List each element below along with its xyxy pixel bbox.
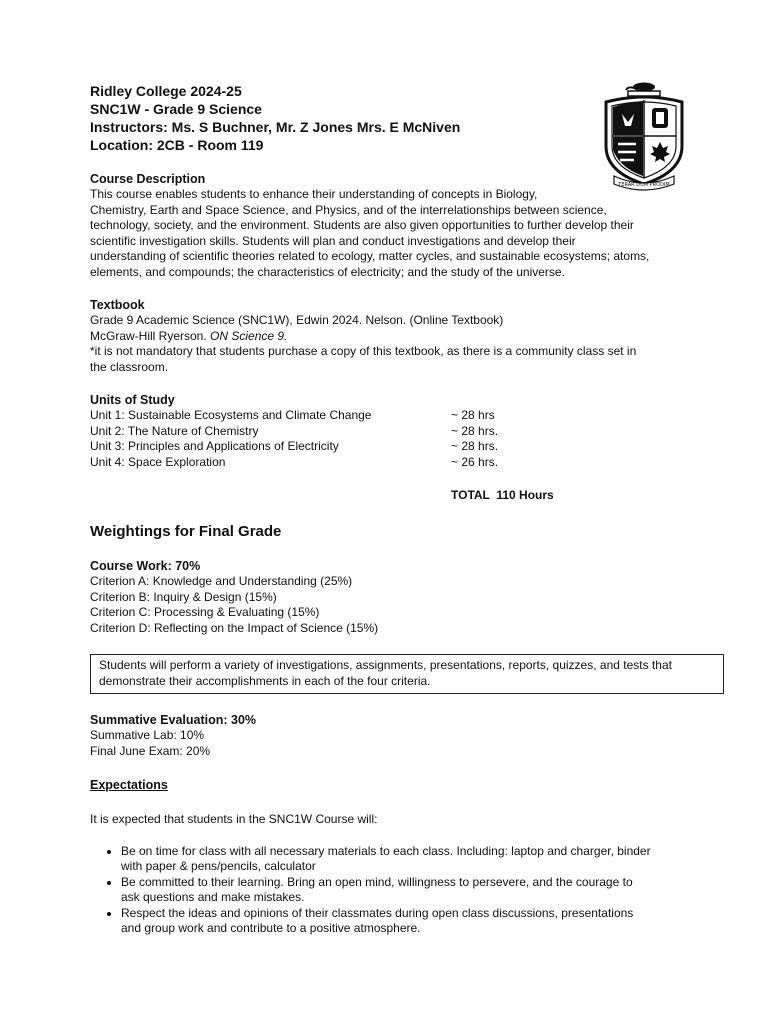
- textbook-line: [90, 329, 730, 345]
- units-section: [90, 392, 730, 502]
- expectation-line: • Respect the ideas and opinions of their classmates during open class discussions, presentations: [121, 905, 634, 920]
- course-description-line: technology, society, and the environment. Students are also given opportunities to further develop their: [90, 218, 634, 232]
- expectation-item: [121, 844, 730, 875]
- course-description-section: [90, 171, 730, 280]
- expectations-list: [90, 844, 730, 937]
- expectation-item: [121, 906, 730, 937]
- criterion-item: Criterion D: Reflecting on the Impact of Science (15%): [90, 620, 379, 635]
- expectation-line: ask questions and make mistakes.: [121, 890, 305, 904]
- course-work-title: Course Work: 70%: [90, 559, 201, 573]
- unit-hours: ~ 28 hrs.: [451, 439, 499, 453]
- unit-hours: ~ 26 hrs.: [451, 454, 499, 469]
- weightings-title: Weightings for Final Grade: [90, 523, 282, 540]
- unit-hours: ~ 28 hrs: [451, 408, 495, 422]
- criterion-item: Criterion C: Processing & Evaluating (15%): [90, 605, 320, 619]
- course-description-line: elements, and compounds; the characteristics of electricity; and the study of the universe.: [90, 264, 565, 279]
- instructors: Instructors: Ms. S Buchner, Mr. Z Jones Mrs. E McNiven: [90, 119, 461, 135]
- expectation-item: [121, 875, 730, 906]
- expectation-line: and group work and contribute to a positive atmosphere.: [121, 921, 421, 935]
- textbook-section: [90, 297, 730, 375]
- unit-name: Unit 1: Sustainable Ecosystems and Climate Change: [90, 408, 372, 422]
- unit-row: [90, 455, 730, 471]
- textbook-line: Grade 9 Academic Science (SNC1W), Edwin 2024. Nelson. (Online Textbook): [90, 313, 504, 327]
- unit-name: Unit 4: Space Exploration: [90, 454, 226, 469]
- unit-row: [90, 408, 730, 424]
- weightings-section: [90, 522, 730, 759]
- course-description-text: [90, 187, 730, 280]
- course-code-title: SNC1W - Grade 9 Science: [90, 101, 262, 117]
- crest-motto: TERAR DUM PRODIM: [618, 182, 670, 188]
- school-year: Ridley College 2024-25: [90, 83, 242, 99]
- expectations-title: Expectations: [90, 778, 168, 792]
- units-title: Units of Study: [90, 393, 175, 407]
- expectations-section: [90, 777, 730, 937]
- textbook-title: Textbook: [90, 298, 145, 312]
- unit-name: Unit 2: The Nature of Chemistry: [90, 423, 259, 438]
- textbook-line: the classroom.: [90, 359, 169, 374]
- textbook-publisher: McGraw-Hill Ryerson.: [90, 328, 211, 343]
- expectation-line: • Be committed to their learning. Bring an open mind, willingness to persevere, and the courage to: [121, 874, 633, 889]
- course-description-title: Course Description: [90, 172, 206, 186]
- expectation-line: • Be on time for class with all necessary materials to each class. Including: laptop and charger, binder: [121, 843, 651, 858]
- textbook-line: *it is not mandatory that students purchase a copy of this textbook, as there is a community class set in: [90, 344, 637, 358]
- criterion-item: Criterion B: Inquiry & Design (15%): [90, 589, 277, 604]
- unit-name: Unit 3: Principles and Applications of Electricity: [90, 439, 339, 453]
- summative-title: Summative Evaluation: 30%: [90, 713, 257, 727]
- header: [90, 82, 730, 154]
- unit-row: [90, 424, 730, 440]
- course-description-line: Chemistry, Earth and Space Science, and Physics, and of the interrelationships between science,: [90, 202, 607, 217]
- criteria-note-line: demonstrate their accomplishments in each of the four criteria.: [99, 673, 431, 688]
- unit-hours: ~ 28 hrs.: [451, 423, 499, 438]
- units-total: TOTAL 110 Hours: [451, 488, 554, 502]
- criterion-item: Criterion A: Knowledge and Understanding (25%): [90, 574, 353, 588]
- summative-item: Summative Lab: 10%: [90, 728, 205, 742]
- course-description-line: This course enables students to enhance their understanding of concepts in Biology,: [90, 187, 538, 201]
- summative-item: Final June Exam: 20%: [90, 743, 211, 758]
- unit-row: [90, 439, 730, 455]
- expectation-line: with paper & pens/pencils, calculator: [121, 859, 316, 873]
- criteria-note-line: Students will perform a variety of investigations, assignments, presentations, reports, quizzes, and tests that: [99, 658, 672, 672]
- summative-list: [90, 728, 730, 759]
- location: Location: 2CB - Room 119: [90, 137, 264, 153]
- course-description-line: scientific investigation skills. Students will plan and conduct investigations and develop their: [90, 233, 576, 248]
- expectations-intro: It is expected that students in the SNC1W Course will:: [90, 812, 378, 826]
- criteria-list: [90, 574, 730, 636]
- course-description-line: understanding of scientific theories related to ecology, matter cycles, and sustainable ecosystems; atoms,: [90, 249, 650, 263]
- textbook-title-italic: ON Science 9.: [210, 328, 288, 343]
- textbook-text: [90, 313, 730, 375]
- criteria-note-box: [90, 654, 724, 694]
